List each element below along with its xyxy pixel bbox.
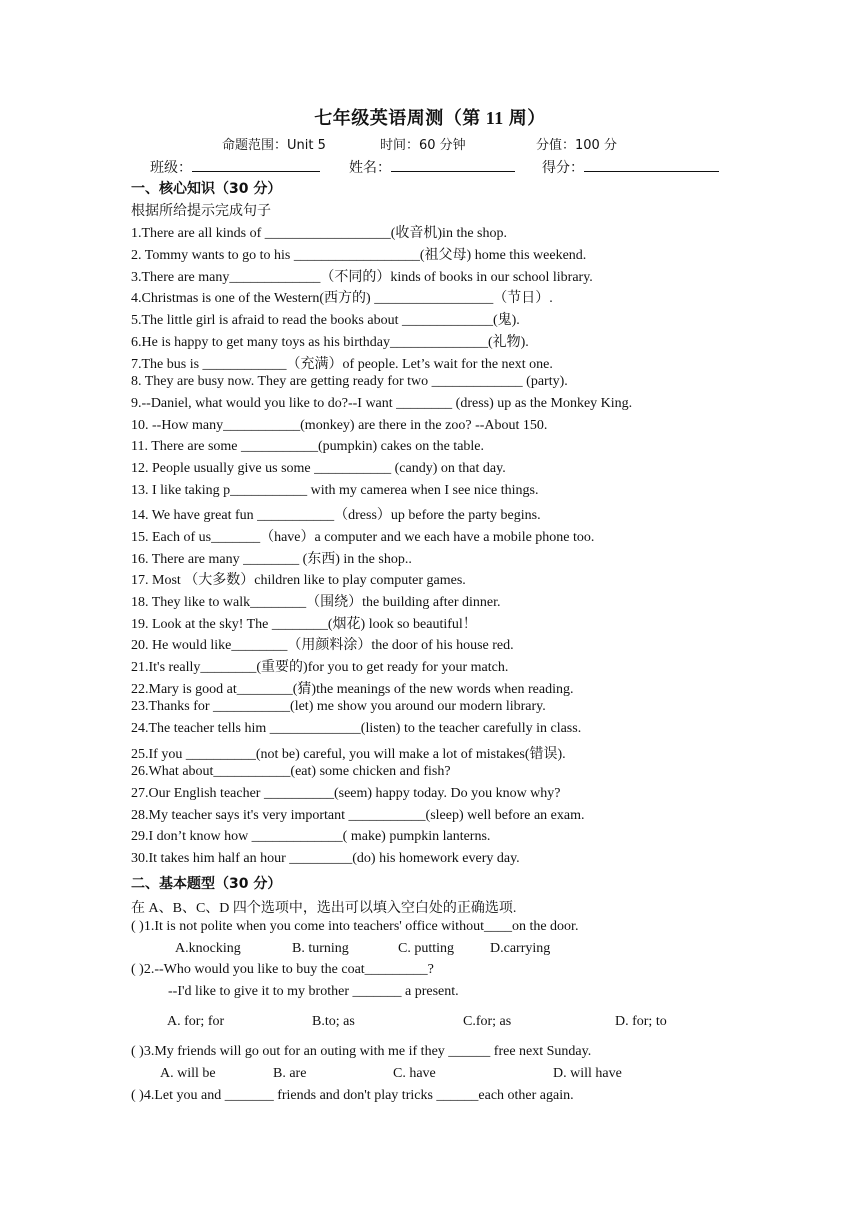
- question-26: 26.What about___________(eat) some chicken and fish?: [131, 764, 451, 779]
- mc2-option-c[interactable]: C.for; as: [463, 1014, 512, 1029]
- question-27: 27.Our English teacher __________(seem) happy today. Do you know why?: [131, 786, 561, 801]
- name-field[interactable]: [391, 157, 515, 172]
- question-14: 14. We have great fun ___________（dress）up before the party begins.: [131, 508, 541, 523]
- question-23: 23.Thanks for ___________(let) me show you around our modern library.: [131, 699, 546, 714]
- question-4: 4.Christmas is one of the Western(西方的) _________________（节日）.: [131, 291, 553, 306]
- mc-question-2-stem: ( )2.--Who would you like to buy the coat_________?: [131, 962, 434, 977]
- page-title: 七年级英语周测（第 11 周）: [314, 108, 546, 128]
- question-2: 2. Tommy wants to go to his __________________(祖父母) home this weekend.: [131, 248, 587, 263]
- score-field[interactable]: [584, 157, 719, 172]
- mc-question-4-stem: ( )4.Let you and _______ friends and don't play tricks ______each other again.: [131, 1088, 574, 1103]
- class-field[interactable]: [192, 157, 320, 172]
- mc2-option-a[interactable]: A. for; for: [167, 1014, 225, 1029]
- question-19: 19. Look at the sky! The ________(烟花) look so beautiful！: [131, 617, 477, 632]
- mc3-option-b[interactable]: B. are: [273, 1066, 307, 1081]
- mc2-option-b[interactable]: B.to; as: [312, 1014, 355, 1029]
- question-25: 25.If you __________(not be) careful, you will make a lot of mistakes(错误).: [131, 747, 566, 762]
- exam-time: 时间：60 分钟: [380, 138, 466, 153]
- mc-question-1-stem: ( )1.It is not polite when you come into teachers' office without____on the door.: [131, 919, 579, 934]
- mc3-option-d[interactable]: D. will have: [553, 1066, 622, 1081]
- mc3-option-a[interactable]: A. will be: [160, 1066, 216, 1081]
- mc2-option-d[interactable]: D. for; to: [615, 1014, 667, 1029]
- question-15: 15. Each of us_______（have）a computer and we each have a mobile phone too.: [131, 530, 595, 545]
- class-label: 班级：: [150, 161, 192, 176]
- mc-question-2-stem-line2: --I'd like to give it to my brother _______ a present.: [168, 984, 459, 999]
- question-12: 12. People usually give us some ___________ (candy) on that day.: [131, 461, 506, 476]
- question-24: 24.The teacher tells him _____________(listen) to the teacher carefully in class.: [131, 721, 582, 736]
- question-29: 29.I don’t know how _____________( make) pumpkin lanterns.: [131, 829, 491, 844]
- question-1: 1.There are all kinds of __________________(收音机)in the shop.: [131, 226, 507, 241]
- exam-meta: [0, 134, 860, 154]
- question-13: 13. I like taking p___________ with my camerea when I see nice things.: [131, 483, 539, 498]
- question-9: 9.--Daniel, what would you like to do?--I want ________ (dress) up as the Monkey King.: [131, 396, 633, 411]
- question-8: 8. They are busy now. They are getting ready for two _____________ (party).: [131, 374, 568, 389]
- question-3: 3.There are many_____________（不同的）kinds of books in our school library.: [131, 270, 593, 285]
- question-7: 7.The bus is ____________（充满）of people. Let’s wait for the next one.: [131, 357, 553, 372]
- question-22: 22.Mary is good at________(猜)the meanings of the new words when reading.: [131, 682, 574, 697]
- name-label: 姓名：: [349, 161, 391, 176]
- exam-scope: 命题范围：Unit 5: [222, 138, 326, 153]
- question-10: 10. --How many___________(monkey) are there in the zoo? --About 150.: [131, 418, 548, 433]
- mc1-option-b[interactable]: B. turning: [292, 941, 349, 956]
- score-label: 得分：: [542, 161, 584, 176]
- section2-instruction: 在 A、B、C、D 四个选项中，选出可以填入空白处的正确选项.: [131, 901, 517, 916]
- question-16: 16. There are many ________ (东西) in the shop..: [131, 552, 412, 567]
- question-5: 5.The little girl is afraid to read the books about _____________(鬼).: [131, 313, 520, 328]
- exam-score: 分值：100 分: [536, 138, 617, 153]
- question-6: 6.He is happy to get many toys as his birthday______________(礼物).: [131, 335, 529, 350]
- question-17: 17. Most （大多数）children like to play computer games.: [131, 573, 466, 588]
- mc1-option-c[interactable]: C. putting: [398, 941, 455, 956]
- section2-heading: 二、基本题型（30 分）: [131, 876, 282, 892]
- student-info-line: [150, 157, 719, 179]
- mc3-option-c[interactable]: C. have: [393, 1066, 436, 1081]
- question-18: 18. They like to walk________（围绕）the building after dinner.: [131, 595, 501, 610]
- section1-instruction: 根据所给提示完成句子: [131, 204, 271, 219]
- question-20: 20. He would like________（用颜料涂）the door of his house red.: [131, 638, 514, 653]
- question-11: 11. There are some ___________(pumpkin) cakes on the table.: [131, 439, 485, 454]
- mc-question-3-stem: ( )3.My friends will go out for an outing with me if they ______ free next Sunday.: [131, 1044, 592, 1059]
- question-28: 28.My teacher says it's very important ___________(sleep) well before an exam.: [131, 808, 585, 823]
- mc1-option-d[interactable]: D.carrying: [490, 941, 551, 956]
- question-21: 21.It's really________(重要的)for you to get ready for your match.: [131, 660, 509, 675]
- question-30: 30.It takes him half an hour _________(do) his homework every day.: [131, 851, 520, 866]
- mc1-option-a[interactable]: A.knocking: [175, 941, 241, 956]
- section1-heading: 一、核心知识（30 分）: [131, 181, 282, 197]
